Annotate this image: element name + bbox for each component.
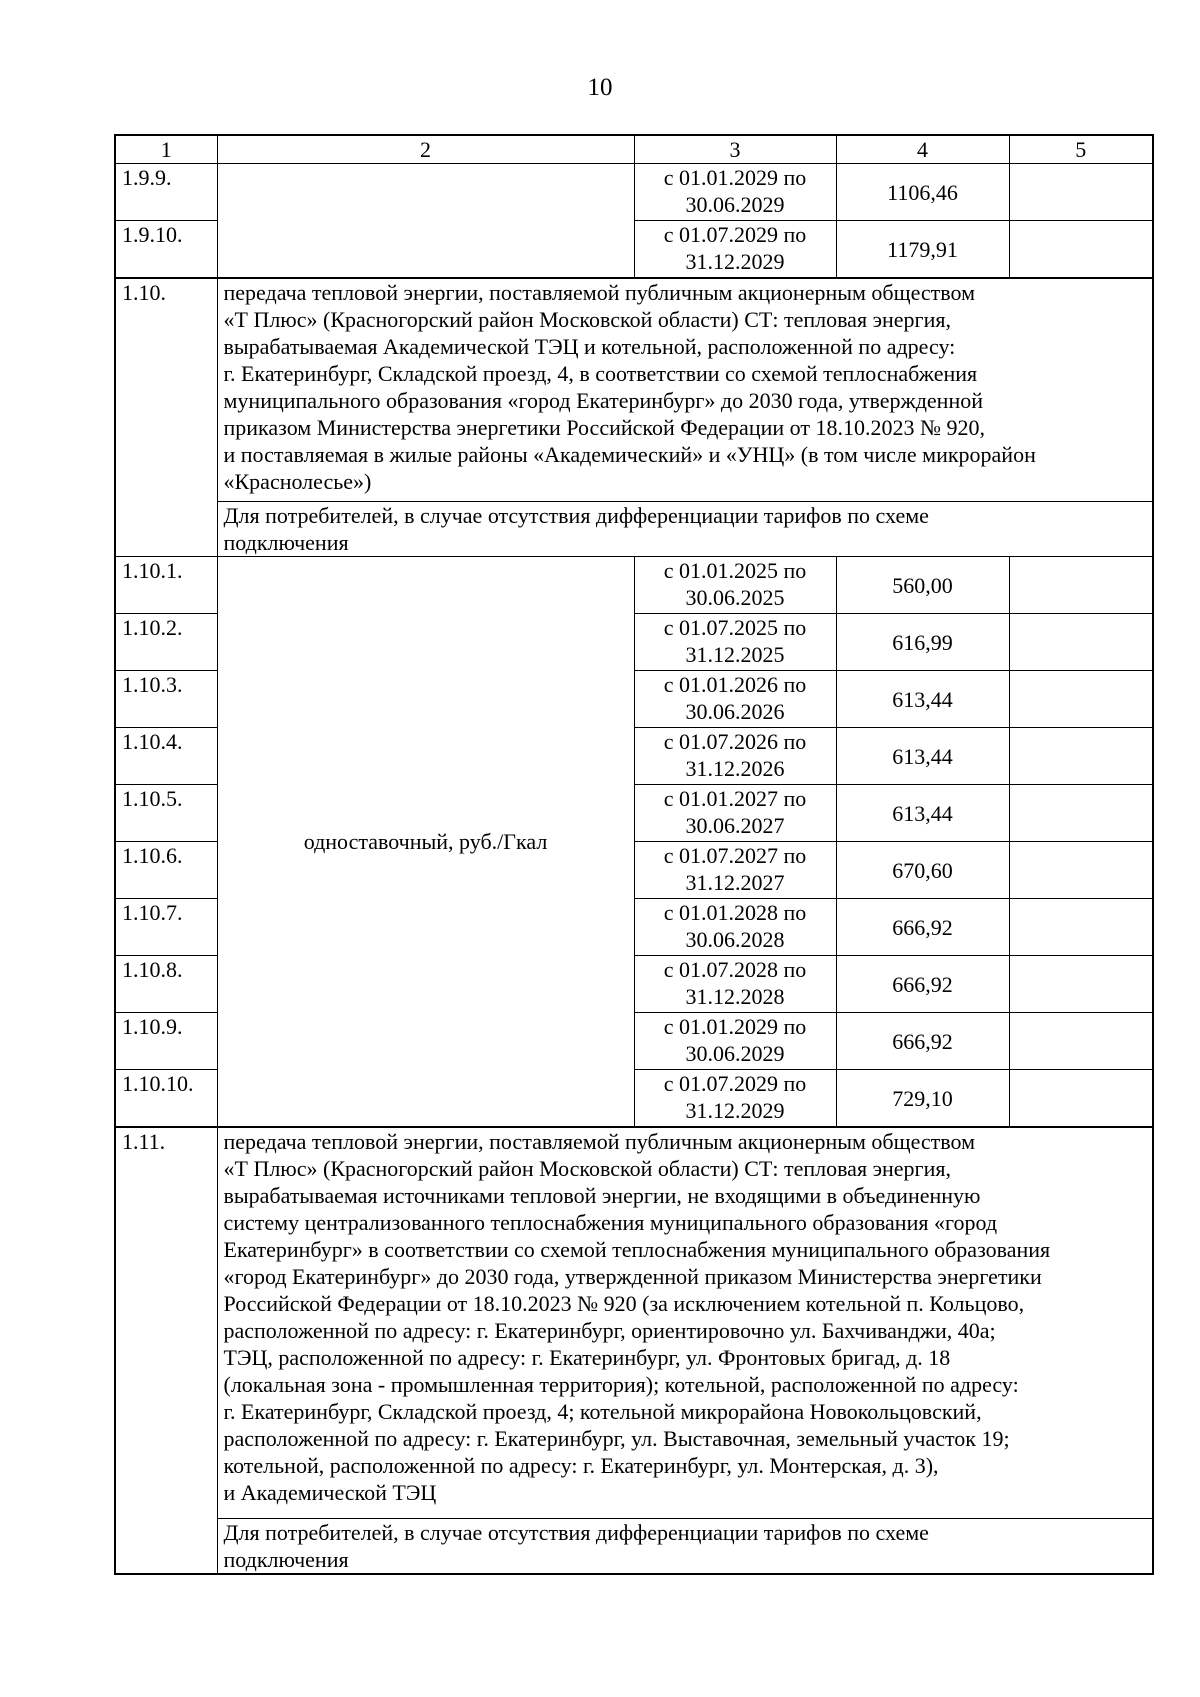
period-end: 30.06.2028 [685, 927, 785, 952]
rate-type-cell [217, 164, 634, 279]
description-line: вырабатываемая источниками тепловой энергии, не входящими в объединенную [223, 1183, 981, 1208]
row-number: 1.10.10. [115, 1070, 217, 1128]
description-line: Екатеринбург» в соответствии со схемой теплоснабжения муниципального образования [223, 1237, 1051, 1262]
description-line: передача тепловой энергии, поставляемой публичным акционерным обществом [223, 1129, 976, 1154]
period-end: 31.12.2026 [685, 756, 785, 781]
period-end: 30.06.2027 [685, 813, 785, 838]
period-start: с 01.07.2029 по [663, 1071, 807, 1096]
tariff-value: 616,99 [836, 614, 1009, 671]
period-cell [634, 671, 836, 728]
section-description [217, 278, 1153, 502]
header-cell: 1 [115, 135, 217, 164]
period-start: с 01.07.2029 по [663, 222, 807, 247]
header-cell: 3 [634, 135, 836, 164]
period-cell [634, 221, 836, 279]
header-cell: 2 [217, 135, 634, 164]
row-number: 1.9.10. [115, 221, 217, 279]
row-number: 1.10.9. [115, 1013, 217, 1070]
subheader-row [115, 502, 1153, 557]
section-number: 1.10. [115, 278, 217, 557]
subheader-line: Для потребителей, в случае отсутствия дифференциации тарифов по схеме [223, 503, 929, 528]
empty-cell [1009, 1070, 1153, 1128]
empty-cell [1009, 899, 1153, 956]
description-line: (локальная зона - промышленная территория); котельной, расположенной по адресу: [223, 1372, 1019, 1397]
section-row [115, 278, 1153, 502]
empty-cell [1009, 557, 1153, 614]
description-line: г. Екатеринбург, Складской проезд, 4; котельной микрорайона Новокольцовский, [223, 1399, 982, 1424]
description-line: ТЭЦ, расположенной по адресу: г. Екатеринбург, ул. Фронтовых бригад, д. 18 [223, 1345, 951, 1370]
table-row [115, 164, 1153, 221]
description-line: расположенной по адресу: г. Екатеринбург, ул. Выставочная, земельный участок 19; [223, 1426, 1010, 1451]
period-end: 30.06.2029 [685, 1041, 785, 1066]
description-line: «Краснолесье») [223, 469, 372, 494]
description-line: расположенной по адресу: г. Екатеринбург, ориентировочно ул. Бахчиванджи, 40а; [223, 1318, 996, 1343]
table-row [115, 557, 1153, 614]
period-end: 30.06.2025 [685, 585, 785, 610]
rate-type-cell: одноставочный, руб./Гкал [217, 557, 634, 1128]
description-line: Российской Федерации от 18.10.2023 № 920 (за исключением котельной п. Кольцово, [223, 1291, 1025, 1316]
subheader-row [115, 1519, 1153, 1575]
period-start: с 01.01.2026 по [663, 672, 807, 697]
tariff-value: 666,92 [836, 956, 1009, 1013]
tariff-value: 1106,46 [836, 164, 1009, 221]
section-number: 1.11. [115, 1127, 217, 1574]
period-cell [634, 164, 836, 221]
period-start: с 01.01.2025 по [663, 558, 807, 583]
tariff-value: 670,60 [836, 842, 1009, 899]
row-number: 1.10.4. [115, 728, 217, 785]
period-end: 30.06.2029 [685, 192, 785, 217]
empty-cell [1009, 842, 1153, 899]
period-end: 31.12.2027 [685, 870, 785, 895]
period-cell [634, 785, 836, 842]
row-number: 1.10.6. [115, 842, 217, 899]
period-cell [634, 899, 836, 956]
period-start: с 01.01.2027 по [663, 786, 807, 811]
tariff-value: 1179,91 [836, 221, 1009, 279]
empty-cell [1009, 164, 1153, 221]
row-number: 1.10.2. [115, 614, 217, 671]
period-cell [634, 557, 836, 614]
subheader-line: подключения [223, 1547, 349, 1572]
row-number: 1.10.1. [115, 557, 217, 614]
row-number: 1.10.7. [115, 899, 217, 956]
period-end: 31.12.2028 [685, 984, 785, 1009]
row-number: 1.10.5. [115, 785, 217, 842]
period-cell [634, 1013, 836, 1070]
row-number: 1.10.3. [115, 671, 217, 728]
tariff-value: 666,92 [836, 1013, 1009, 1070]
subheader-line: Для потребителей, в случае отсутствия дифференциации тарифов по схеме [223, 1520, 929, 1545]
period-start: с 01.01.2028 по [663, 900, 807, 925]
description-line: и поставляемая в жилые районы «Академический» и «УНЦ» (в том числе микрорайон [223, 442, 1036, 467]
description-line: систему централизованного теплоснабжения муниципального образования «город [223, 1210, 998, 1235]
description-line: г. Екатеринбург, Складской проезд, 4, в соответствии со схемой теплоснабжения [223, 361, 978, 386]
empty-cell [1009, 221, 1153, 279]
header-row [115, 135, 1153, 164]
tariff-value: 613,44 [836, 785, 1009, 842]
period-end: 31.12.2029 [685, 1098, 785, 1123]
description-line: муниципального образования «город Екатеринбург» до 2030 года, утвержденной [223, 388, 983, 413]
period-cell [634, 1070, 836, 1128]
description-line: приказом Министерства энергетики Российской Федерации от 18.10.2023 № 920, [223, 415, 985, 440]
tariff-value: 613,44 [836, 671, 1009, 728]
description-line: передача тепловой энергии, поставляемой публичным акционерным обществом [223, 280, 976, 305]
tariff-value: 729,10 [836, 1070, 1009, 1128]
period-end: 31.12.2025 [685, 642, 785, 667]
empty-cell [1009, 728, 1153, 785]
header-cell: 5 [1009, 135, 1153, 164]
period-start: с 01.01.2029 по [663, 1014, 807, 1039]
period-start: с 01.01.2029 по [663, 165, 807, 190]
period-end: 31.12.2029 [685, 249, 785, 274]
description-line: и Академической ТЭЦ [223, 1480, 437, 1505]
period-cell [634, 956, 836, 1013]
tariff-value: 560,00 [836, 557, 1009, 614]
row-number: 1.9.9. [115, 164, 217, 221]
section-row [115, 1127, 1153, 1519]
section-description [217, 1127, 1153, 1519]
period-cell [634, 842, 836, 899]
empty-cell [1009, 671, 1153, 728]
empty-cell [1009, 956, 1153, 1013]
page-number: 10 [587, 74, 613, 101]
empty-cell [1009, 785, 1153, 842]
header-cell: 4 [836, 135, 1009, 164]
consumer-subheader [217, 502, 1153, 557]
tariff-value: 613,44 [836, 728, 1009, 785]
period-start: с 01.07.2027 по [663, 843, 807, 868]
description-line: котельной, расположенной по адресу: г. Екатеринбург, ул. Монтерская, д. 3), [223, 1453, 939, 1478]
tariff-table [114, 134, 1154, 1575]
period-cell [634, 728, 836, 785]
period-start: с 01.07.2025 по [663, 615, 807, 640]
description-line: вырабатываемая Академической ТЭЦ и котельной, расположенной по адресу: [223, 334, 956, 359]
row-number: 1.10.8. [115, 956, 217, 1013]
period-start: с 01.07.2026 по [663, 729, 807, 754]
period-end: 30.06.2026 [685, 699, 785, 724]
description-line: «город Екатеринбург» до 2030 года, утвержденной приказом Министерства энергетики [223, 1264, 1042, 1289]
empty-cell [1009, 1013, 1153, 1070]
tariff-value: 666,92 [836, 899, 1009, 956]
period-cell [634, 614, 836, 671]
period-start: с 01.07.2028 по [663, 957, 807, 982]
subheader-line: подключения [223, 530, 349, 555]
consumer-subheader [217, 1519, 1153, 1575]
description-line: «Т Плюс» (Красногорский район Московской области) СТ: тепловая энергия, [223, 1156, 951, 1181]
description-line: «Т Плюс» (Красногорский район Московской области) СТ: тепловая энергия, [223, 307, 951, 332]
empty-cell [1009, 614, 1153, 671]
